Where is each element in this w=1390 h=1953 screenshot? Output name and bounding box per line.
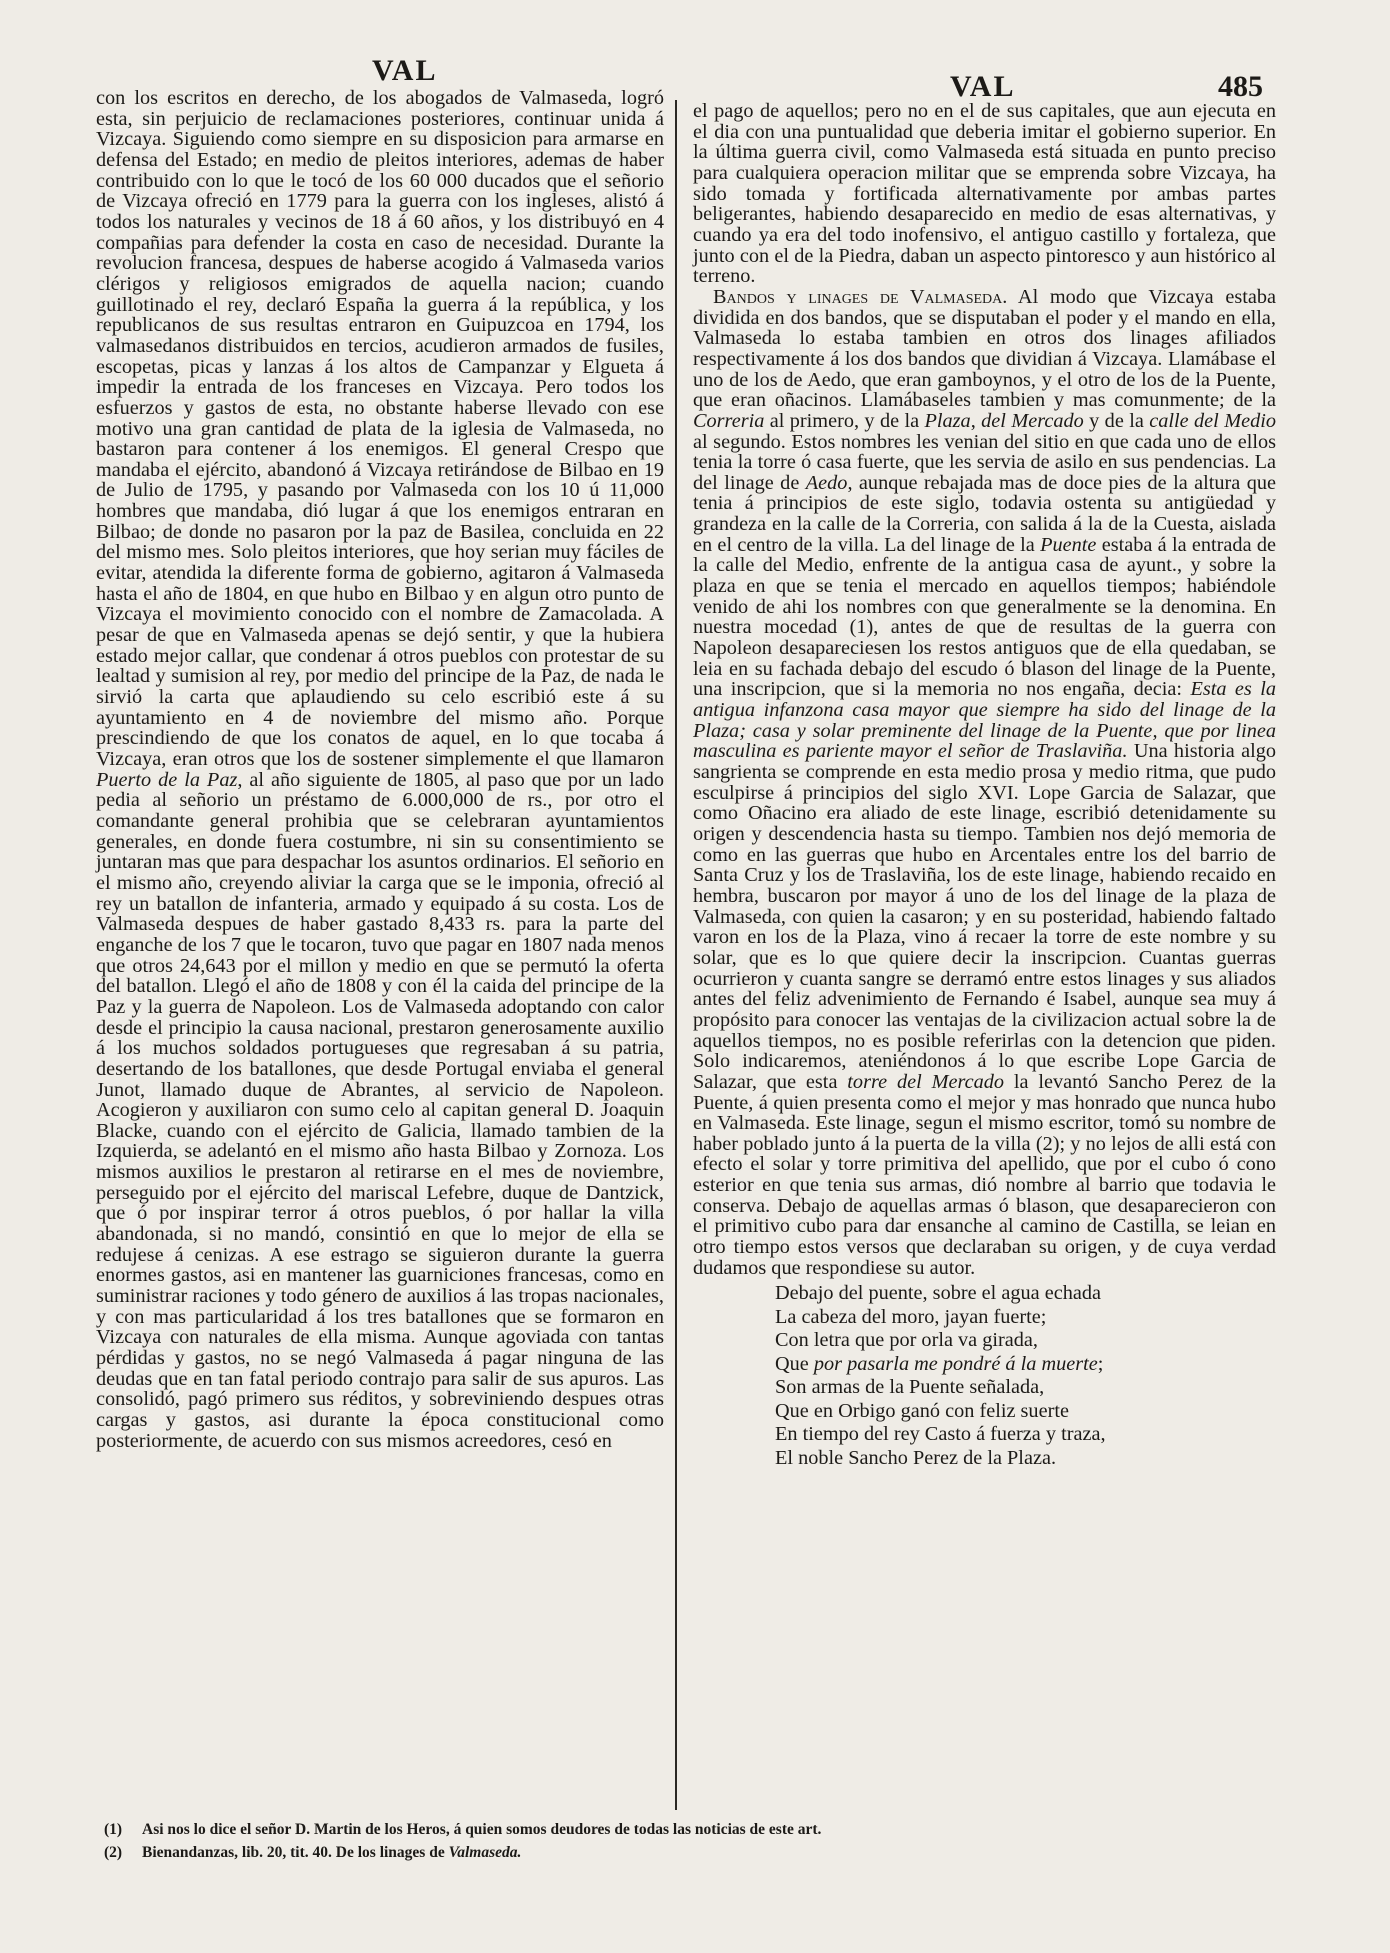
- right-paragraph-2: Bandos y linages de Valmaseda. Al modo que Vizcaya estaba dividida en dos bandos, que se disputaban el poder y el mando en ella, Valmaseda lo estaba tambien en otros dos linages afiliados respectivamente á los dos bandos que dividian á Vizcaya. Llamábase el uno de los de Aedo, que eran gamboynos, y el otro de los de la Puente, que eran oñacinos. Llamábaseles tambien y mas comunmente; de la Correria al primero, y de la Plaza, del Mercado y de la calle del Medio al segundo. Estos nombres les venian del sitio en que cada uno de ellos tenia la torre ó casa fuerte, que les servia de asilo en sus pendencias. La del linage de Aedo, aunque rebajada mas de doce pies de la altura que tenia á principios de este siglo, todavia ostenta su antigüedad y grandeza en la calle de la Correria, con salida á la de la Cuesta, aislada en el centro de la villa. La del linage de la Puente estaba á la entrada de la calle del Medio, enfrente de la antigua casa de ayunt., y sobre la plaza en que se tenia el mercado en aquellos tiempos; habiéndole venido de ahi los nombres con que generalmente se la denomina. En nuestra mocedad (1), antes de que de resultas de la guerra con Napoleon desapareciesen los restos antiguos que de ella quedaban, se leia en su fachada debajo del escudo ó blason del linage de la Puente, una inscripcion, que si la memoria no nos engaña, decia: Esta es la antigua infanzona casa mayor que siempre ha sido del linage de la Plaza; casa y solar preminente del linage de la Puente, que por linea masculina es pariente mayor el señor de Traslaviña. Una historia algo sangrienta se comprende en esta medio prosa y medio ritma, que pudo esculpirse á principios del siglo XVI. Lope Garcia de Salazar, que como Oñacino era aliado de este linage, escribió detenidamente su origen y descendencia hasta su tiempo. Tambien nos dejó memoria de como en las guerras que hubo en Arcentales entre los del barrio de Santa Cruz y los de Traslaviña, los de este linage, habiendo recaido en hembra, buscaron por mayor á uno de los del linage de la plaza de Valmaseda, con quien la casaron; y en su posteridad, habiendo faltado varon en los de la Plaza, vino á recaer la torre de este nombre y su solar, que es lo que quiere decir la inscripcion. Cuantas guerras ocurrieron y cuanta sangre se derramó entre estos linages y sus aliados antes del feliz advenimiento de Fernando é Isabel, aunque sea muy á propósito para conocer las ventajas de la civilizacion actual sobre la de aquellos tiempos, no es posible referirlas con la detencion que piden. Solo indicaremos, ateniéndonos á lo que escribe Lope Garcia de Salazar, que esta torre del Mercado la levantó Sancho Perez de la Puente, á quien presenta como el mejor y mas honrado que nunca hubo en Valmaseda. Este linage, segun el mismo escritor, tomó su nombre de haber poblado junto á la puerta de la villa (2); y no lejos de alli está con efecto el solar y torre primitiva del apellido, que por el cubo ó cono esterior en que tenia sus armas, dió nombre al barrio que todavia le conserva. Debajo de aquellas armas ó blason, que desaparecieron con el primitivo cubo para dar ensanche al camino de Castilla, se leian en otro tiempo estos versos que declaraban su origen, y de cuya verdad dudamos que respondiese su autor.: [693, 285, 1277, 1279]
- left-column: [96, 88, 664, 1451]
- column-divider: [675, 100, 677, 1810]
- verse-line: Con letra que por orla va girada,: [775, 1329, 1038, 1352]
- footnote-1: (1) Asi nos lo dice el señor D. Martin de los Heros, á quien somos deudores de todas las noticias de este art.: [104, 1821, 822, 1838]
- verse-line: Que en Orbigo ganó con feliz suerte: [775, 1399, 1069, 1422]
- verse-line: La cabeza del moro, jayan fuerte;: [775, 1305, 1047, 1328]
- right-column: [693, 101, 1276, 1470]
- inscription-text: Esta es la antigua infanzona casa mayor que siempre ha sido del linage de la Plaza; casa y solar preminente del linage de la Puente, que por linea masculina es pariente mayor el señor de Traslaviña.: [693, 678, 1276, 763]
- verse-line: Que por pasarla me pondré á la muerte;: [775, 1352, 1104, 1375]
- header-left-word: VAL: [372, 54, 438, 87]
- verse-line: Son armas de la Puente señalada,: [775, 1376, 1045, 1399]
- italic-term: Puerto de la Paz: [96, 768, 238, 791]
- verse-block: [775, 1282, 1276, 1470]
- right-paragraph-1: el pago de aquellos; pero no en el de sus capitales, que aun ejecuta en el dia con una puntualidad que deberia imitar el gobierno superior. En la última guerra civil, como Valmaseda está situada en punto preciso para cualquiera operacion militar que se emprenda sobre Vizcaya, ha sido tomada y fortificada alternativamente por ambas partes beligerantes, habiendo desaparecido en medio de esas alternativas, y cuando ya era del todo inofensivo, el antiguo castillo y fortaleza, que junto con el de la Piedra, daban un aspecto pintoresco y aun histórico al terreno.: [693, 100, 1276, 288]
- footnotes: [104, 1818, 1284, 1864]
- verse-line: Debajo del puente, sobre el agua echada: [775, 1282, 1102, 1305]
- page-number: 485: [1218, 70, 1263, 103]
- footnote-2: (2) Bienandanzas, lib. 20, tit. 40. De los linages de Valmaseda.: [104, 1844, 522, 1861]
- verse-line: En tiempo del rey Casto á fuerza y traza,: [775, 1423, 1106, 1446]
- section-heading: Bandos y linages de Valmaseda.: [713, 285, 1008, 308]
- header-right-word: VAL: [950, 70, 1016, 103]
- verse-line: El noble Sancho Perez de la Plaza.: [775, 1446, 1057, 1469]
- left-paragraph: con los escritos en derecho, de los abogados de Valmaseda, logró esta, sin perjuicio de reclamaciones posteriores, continuar unida á Vizcaya. Siguiendo como siempre en su disposicion para armarse en defensa del Estado; en medio de pleitos interiores, ademas de haber contribuido con lo que le tocó de los 60 000 ducados que el señorio de Vizcaya ofreció en 1779 para la guerra con los ingleses, alistó á todos los naturales y vecinos de 18 á 60 años, y los distribuyó en 4 compañias para defender la costa en caso de necesidad. Durante la revolucion francesa, despues de haberse acogido á Valmaseda varios clérigos y religiosos emigrados de aquella nacion; cuando guillotinado el rey, declaró España la guerra á la república, y los republicanos de sus resultas entraron en Guipuzcoa en 1794, los valmasedanos distribuidos en tercios, acudieron armados de fusiles, escopetas, picas y lanzas á los altos de Campanzar y Elgueta á impedir la entrada de los franceses en Vizcaya. Pero todos los esfuerzos y gastos de esta, no obstante haberse llevado con ese motivo una gran cantidad de plata de la iglesia de Valmaseda, no bastaron para contener á los enemigos. El general Crespo que mandaba el ejército, abandonó á Vizcaya retirándose de Bilbao en 19 de Julio de 1795, y pasando por Valmaseda con los 10 ú 11,000 hombres que mandaba, dió lugar á que los enemigos entraran en Bilbao; de donde no pasaron por la paz de Basilea, concluida en 22 del mismo mes. Solo pleitos interiores, que hoy serian muy fáciles de evitar, atendida la diferente forma de gobierno, agitaron á Valmaseda hasta el año de 1804, en que hubo en Bilbao y en algun otro punto de Vizcaya el movimiento conocido con el nombre de Zamacolada. A pesar de que en Valmaseda apenas se dejó sentir, y que la hubiera estado mejor callar, que condenar á otros pueblos con protestar de su lealtad y sumision al rey, por medio del principe de la Paz, de nada le sirvió la carta que aplaudiendo su celo escribió este á su ayuntamiento en 4 de noviembre del mismo año. Porque prescindiendo de que los conatos de aquel, en lo que tocaba á Vizcaya, eran otros que los de sostener simplemente el que llamaron Puerto de la Paz, al año siguiente de 1805, al paso que por un lado pedia al señorio un préstamo de 6.000,000 de rs., por otro el comandante general prohibia que se celebraran ayuntamientos generales, en donde fuera costumbre, ni sin su consentimiento se juntaran mas que para despachar los asuntos ordinarios. El señorio en el mismo año, creyendo aliviar la carga que se le imponia, ofreció al rey un batallon de infanteria, armado y equipado á su costa. Los de Valmaseda despues de haber gastado 8,433 rs. para la parte del enganche de los 7 que le tocaron, tuvo que pagar en 1807 nada menos que otros 24,643 por el millon y medio en que se permutó la oferta del batallon. Llegó el año de 1808 y con él la caida del principe de la Paz y la guerra de Napoleon. Los de Valmaseda adoptando con calor desde el principio la causa nacional, prestaron generosamente auxilio á los muchos soldados portugueses que regresaban á su patria, desertando de los batallones, que desde Portugal enviaba el general Junot, llamado duque de Abrantes, al servicio de Napoleon. Acogieron y auxiliaron con sumo celo al capitan general D. Joaquin Blacke, cuando con el ejército de Galicia, llamado tambien de la Izquierda, se adelantó en el mismo año hasta Bilbao y Zornoza. Los mismos auxilios le prestaron al retirarse en el mes de noviembre, perseguido por el ejército del mariscal Lefebre, duque de Dantzick, que ó por inspirar terror á otros pueblos, ó por hallar la villa abandonada, si no mandó, consintió en que lo mejor de ella se redujese á cenizas. A ese estrago se siguieron durante la guerra enormes gastos, asi en mantener las guarniciones francesas, como en suministrar raciones y todo género de auxilios á las tropas nacionales, y con mas particularidad á los tres batallones que se formaron en Vizcaya con naturales de ella misma. Aunque agoviada con tantas pérdidas y gastos, no se negó Valmaseda á pagar ninguna de las deudas que en tan fatal periodo contrajo para salir de sus apuros. Las consolidó, pagó primero sus réditos, y sobreviniendo despues otras cargas y gastos, asi durante la época constitucional como posteriormente, de acuerdo con sus mismos acreedores, cesó en: [96, 87, 665, 1452]
